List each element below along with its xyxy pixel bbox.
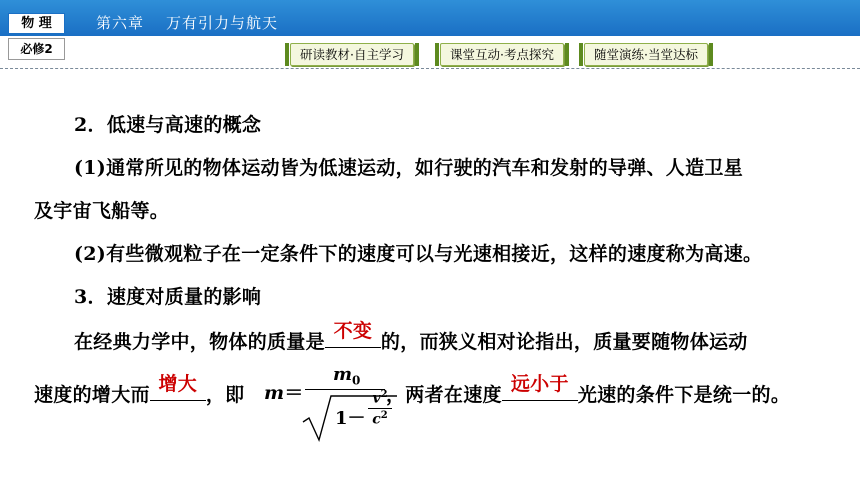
text-segment: 在经典力学中，物体的质量是 [74,331,325,353]
chapter-number: 第六章 [96,14,145,32]
header-divider [0,68,860,69]
subject-tab: 物 理 [8,13,65,34]
section-heading-2: 2．低速与高速的概念 [74,114,262,136]
paragraph-2: (2)有些微观粒子在一定条件下的速度可以与光速相接近，这样的速度称为高速。 [74,243,763,265]
v-over-c: $v^2$ $c^2$ [368,389,392,427]
text-segment: ，即 [205,384,245,406]
paragraph-1-line-2: 及宇宙飞船等。 [34,200,170,222]
answer-blank-2 [150,373,206,401]
text-segment: 速度的增大而 [34,384,150,406]
answer-2: 增大 [158,373,198,395]
section-heading-3: 3．速度对质量的影响 [74,286,262,308]
formula-denominator [305,389,395,442]
formula-lhs [264,378,304,405]
formula-equals: ＝ [284,382,304,404]
nav-button-classroom[interactable]: 课堂互动·考点探究 [440,43,564,66]
book-tab: 必修2 [8,38,65,60]
chapter-heading [96,12,278,33]
chapter-title: 万有引力与航天 [166,14,279,32]
formula-mass: m [264,382,285,404]
paragraph-3-line-2-right [386,373,791,407]
formula-numerator: $m_0$ [333,364,361,388]
answer-3: 远小于 [510,373,569,395]
paragraph-1-line-1: (1)通常所见的物体运动皆为低速运动，如行驶的汽车和发射的导弹、人造卫星 [74,157,744,179]
answer-blank-1 [325,320,381,348]
answer-blank-3 [502,373,578,401]
text-segment: ，两者在速度 [386,384,502,406]
nav-button-practice[interactable]: 随堂演练·当堂达标 [584,43,708,66]
one-minus: 1－ [335,408,366,429]
answer-1: 不变 [333,320,373,342]
paragraph-3-line-1 [74,320,748,354]
paragraph-3-line-2-left [34,373,245,407]
nav-button-self-study[interactable]: 研读教材·自主学习 [290,43,414,66]
text-segment: 光速的条件下是统一的。 [577,384,791,406]
text-segment: 的，而狭义相对论指出，质量要随物体运动 [380,331,748,353]
